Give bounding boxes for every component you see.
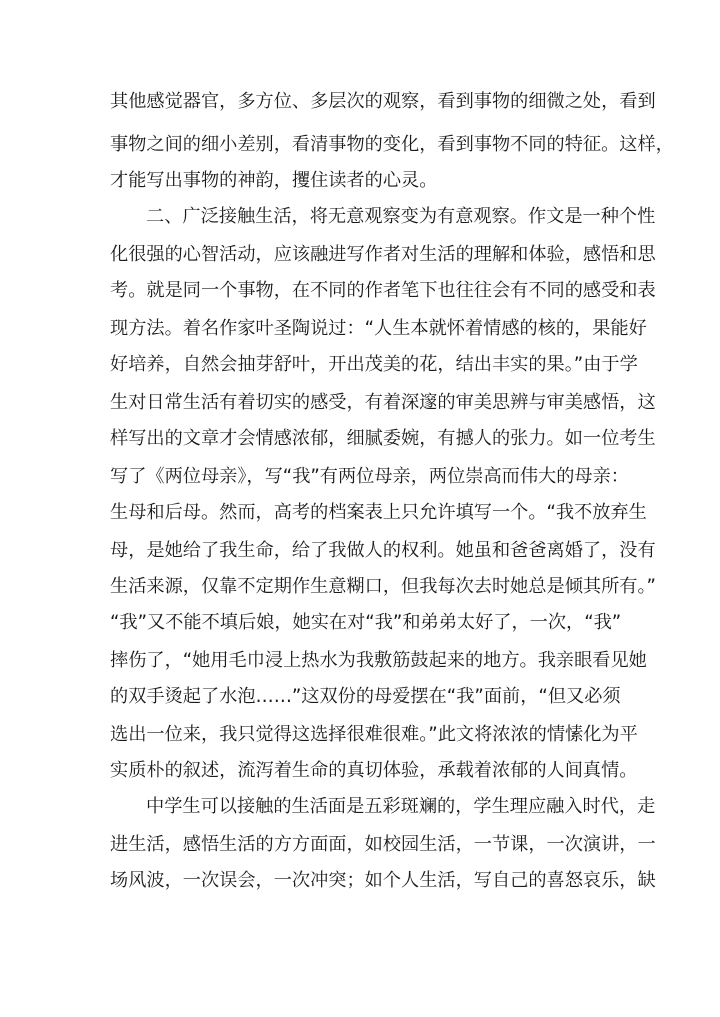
paragraph-line: 生母和后母。然而，高考的档案表上只允许填写一个。“我不放弃生 xyxy=(110,502,647,523)
paragraph-line: 现方法。着名作家叶圣陶说过：“人生本就怀着情感的核的，果能好 xyxy=(110,318,647,339)
paragraph-line: 实质朴的叙述，流泻着生命的真切体验，承载着浓郁的人间真情。 xyxy=(110,760,638,781)
paragraph-line: 其他感觉器官，多方位、多层次的观察，看到事物的细微之处，看到 xyxy=(110,91,656,112)
paragraph-line: 样写出的文章才会情感浓郁，细腻委婉，有撼人的张力。如一位考生 xyxy=(110,428,656,449)
paragraph-line: 才能写出事物的神韵，攫住读者的心灵。 xyxy=(110,170,438,191)
paragraph-line: 生对日常生活有着切实的感受，有着深邃的审美思辨与审美感悟，这 xyxy=(110,392,656,413)
paragraph-first-line: 二、广泛接触生活，将无意观察变为有意观察。作文是一种个性 xyxy=(146,206,656,227)
paragraph-line: 好培养，自然会抽芽舒叶，开出茂美的花，结出丰实的果。”由于学 xyxy=(110,354,638,375)
paragraph-line: 考。就是同一个事物，在不同的作者笔下也往往会有不同的感受和表 xyxy=(110,280,656,301)
paragraph-line: 的双手烫起了水泡……”这双份的母爱摆在“我”面前，“但又必须 xyxy=(110,686,621,707)
paragraph-line: 母，是她给了我生命，给了我做人的权利。她虽和爸爸离婚了，没有 xyxy=(110,540,656,561)
paragraph-line: 摔伤了，“她用毛巾浸上热水为我敷筋鼓起来的地方。我亲眼看见她 xyxy=(110,650,647,671)
paragraph-line: 进生活，感悟生活的方方面面，如校园生活，一节课，一次演讲，一 xyxy=(110,834,656,855)
paragraph-line: 场风波，一次误会，一次冲突；如个人生活，写自己的喜怒哀乐，缺 xyxy=(110,870,656,891)
paragraph-line: 化很强的心智活动，应该融进写作者对生活的理解和体验，感悟和思 xyxy=(110,244,656,265)
paragraph-line: 事物之间的细小差别，看清事物的变化，看到事物不同的特征。这样， xyxy=(110,134,674,155)
paragraph-line: 选出一位来，我只觉得这选择很难很难。”此文将浓浓的情愫化为平 xyxy=(110,724,638,745)
paragraph-line: 生活来源，仅靠不定期作生意糊口，但我每次去时她总是倾其所有。” xyxy=(110,576,656,597)
paragraph-line: “我”又不能不填后娘，她实在对“我”和弟弟太好了，一次，“我” xyxy=(110,612,622,633)
paragraph-line: 写了《两位母亲》，写“我”有两位母亲，两位崇高而伟大的母亲： xyxy=(110,466,629,487)
paragraph-first-line: 中学生可以接触的生活面是五彩斑斓的，学生理应融入时代，走 xyxy=(146,796,656,817)
